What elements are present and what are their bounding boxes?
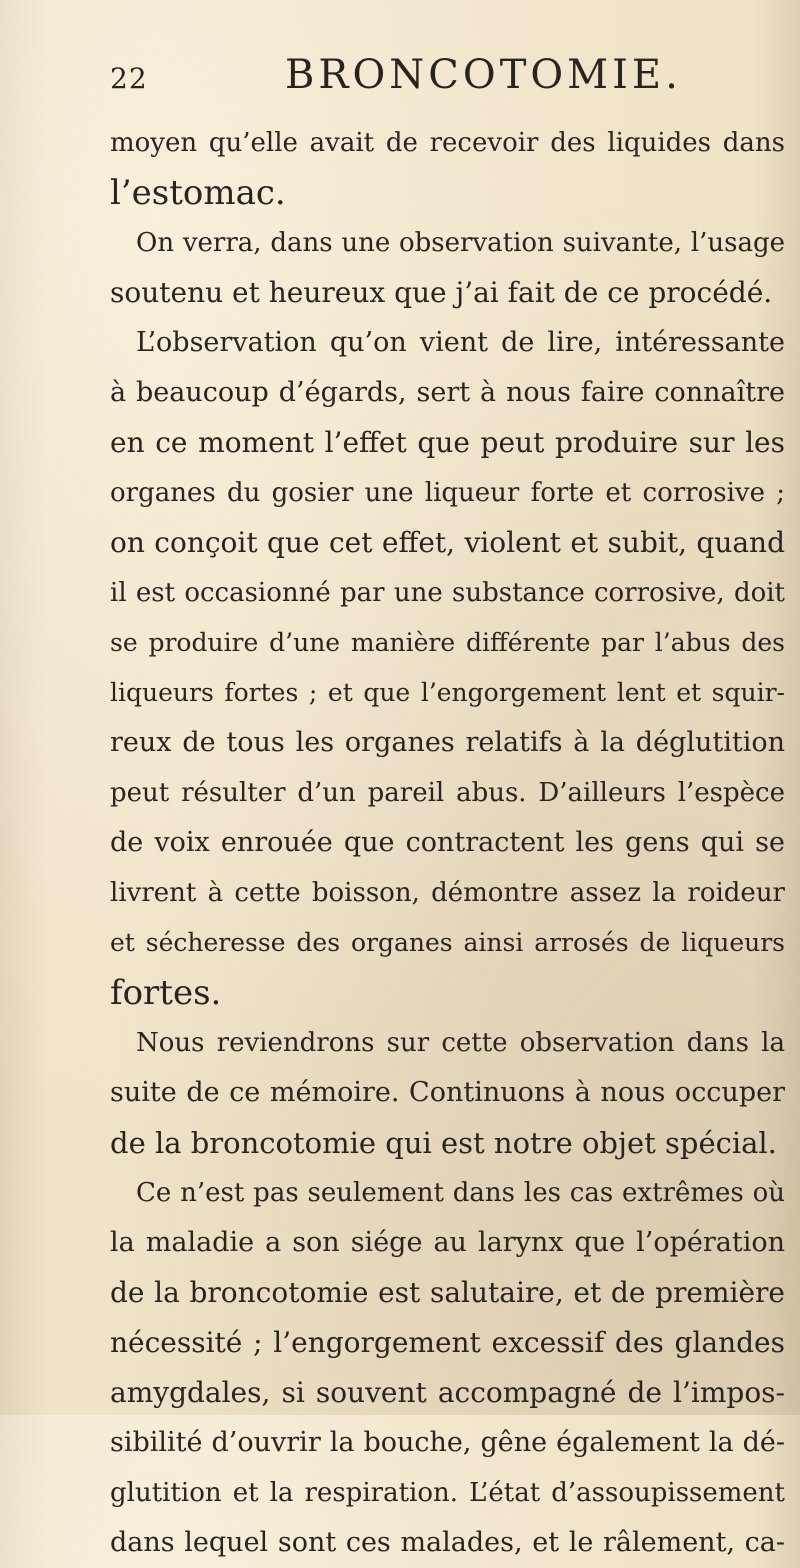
text-line: peut résulter d’un pareil abus. D’ailleurs l’espèce xyxy=(110,778,785,808)
text-line: soutenu et heureux que j’ai fait de ce procédé. xyxy=(110,276,773,309)
text-line: nécessité ; l’engorgement excessif des glandes xyxy=(110,1326,785,1359)
text-line: reux de tous les organes relatifs à la déglutition xyxy=(110,727,785,758)
text-line: à beaucoup d’égards, sert à nous faire connaître xyxy=(110,377,785,408)
text-line: de la broncotomie est salutaire, et de première xyxy=(110,1276,785,1309)
text-line: on conçoit que cet effet, violent et subit, quand xyxy=(110,526,785,559)
text-line: dans lequel sont ces malades, et le râlement, ca- xyxy=(110,1527,785,1558)
text-line: se produire d’une manière différente par l’abus des xyxy=(110,628,785,657)
text-line: il est occasionné par une substance corrosive, doit xyxy=(110,578,785,608)
text-line: fortes. xyxy=(110,973,222,1013)
text-line: On verra, dans une observation suivante, l’usage xyxy=(136,228,785,258)
text-line: suite de ce mémoire. Continuons à nous occuper xyxy=(110,1077,785,1108)
running-head xyxy=(0,0,800,100)
text-line: liqueurs fortes ; et que l’engorgement lent et squir- xyxy=(110,678,785,707)
text-body xyxy=(110,118,785,1568)
text-line: livrent à cette boisson, démontre assez la roideur xyxy=(110,878,785,908)
page-number: 22 xyxy=(110,62,148,95)
text-line: amygdales, si souvent accompagné de l’impos- xyxy=(110,1376,785,1409)
text-line: sibilité d’ouvrir la bouche, gêne également la dé- xyxy=(110,1427,785,1458)
text-line: la maladie a son siége au larynx que l’opération xyxy=(110,1227,785,1258)
text-line: l’estomac. xyxy=(110,173,286,213)
text-line: et sécheresse des organes ainsi arrosés de liqueurs xyxy=(110,928,785,957)
text-line: organes du gosier une liqueur forte et corrosive ; xyxy=(110,478,785,508)
text-line: L’observation qu’on vient de lire, intéressante xyxy=(136,327,785,358)
text-line: glutition et la respiration. L’état d’assoupissement xyxy=(110,1478,785,1508)
text-line: moyen qu’elle avait de recevoir des liquides dans xyxy=(110,128,785,158)
running-title: BRONCOTOMIE. xyxy=(285,52,682,98)
text-line: de voix enrouée que contractent les gens qui se xyxy=(110,827,785,858)
text-line: Ce n’est pas seulement dans les cas extrêmes où xyxy=(136,1178,785,1208)
text-line: en ce moment l’effet que peut produire sur les xyxy=(110,426,785,459)
text-line: Nous reviendrons sur cette observation dans la xyxy=(136,1028,785,1058)
text-line: de la broncotomie qui est notre objet spécial. xyxy=(110,1126,777,1160)
